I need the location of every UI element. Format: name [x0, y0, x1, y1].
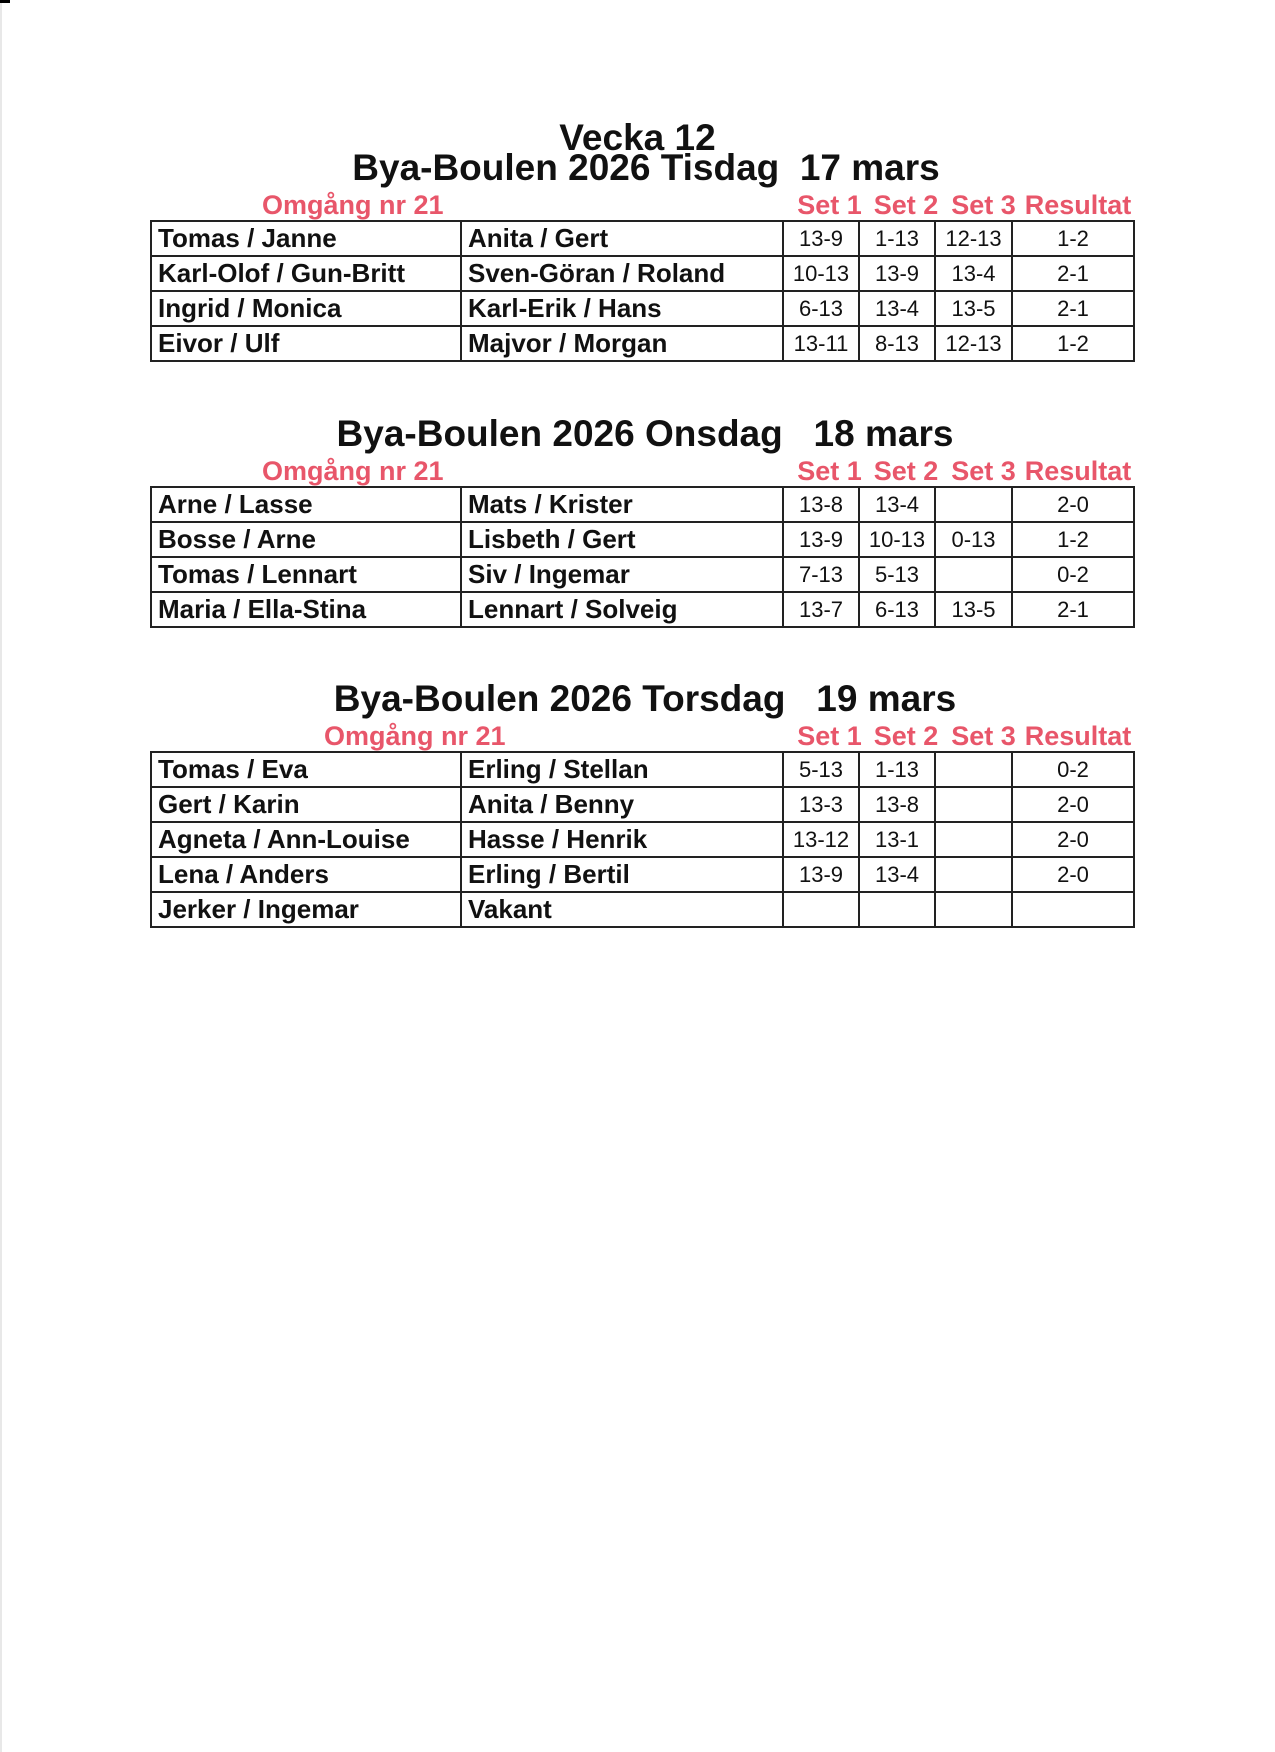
result-score: 2-1 — [1012, 291, 1134, 326]
set2-score: 1-13 — [859, 752, 935, 787]
match-row — [151, 256, 1134, 291]
match-row — [151, 291, 1134, 326]
team2-cell: Hasse / Henrik — [461, 822, 783, 857]
set3-score: 12-13 — [935, 326, 1012, 361]
result-score — [1012, 892, 1134, 927]
team1-cell: Bosse / Arne — [151, 522, 461, 557]
set2-score: 5-13 — [859, 557, 935, 592]
set1-score: 6-13 — [783, 291, 859, 326]
team2-cell: Sven-Göran / Roland — [461, 256, 783, 291]
set1-score: 13-3 — [783, 787, 859, 822]
week-title: Vecka 12 — [559, 117, 716, 158]
set2-score: 13-8 — [859, 787, 935, 822]
set1-score: 13-8 — [783, 487, 859, 522]
set2-score: 13-4 — [859, 291, 935, 326]
column-header: Set 2 — [873, 721, 939, 751]
set2-score: 6-13 — [859, 592, 935, 627]
result-score: 2-0 — [1012, 487, 1134, 522]
team1-cell: Arne / Lasse — [151, 487, 461, 522]
team1-cell: Ingrid / Monica — [151, 291, 461, 326]
match-table — [150, 486, 1135, 628]
set3-score: 13-5 — [935, 592, 1012, 627]
column-header: Set 3 — [951, 456, 1016, 486]
section-title: Bya-Boulen 2026 Torsdag 19 mars — [333, 678, 957, 719]
result-score: 2-1 — [1012, 256, 1134, 291]
team1-cell: Karl-Olof / Gun-Britt — [151, 256, 461, 291]
column-header: Set 1 — [797, 190, 862, 220]
team2-cell: Lisbeth / Gert — [461, 522, 783, 557]
team1-cell: Tomas / Eva — [151, 752, 461, 787]
set2-score: 13-9 — [859, 256, 935, 291]
team2-cell: Vakant — [461, 892, 783, 927]
column-header: Set 3 — [951, 721, 1016, 751]
column-header: Set 2 — [873, 456, 939, 486]
result-score: 1-2 — [1012, 221, 1134, 256]
section-title: Bya-Boulen 2026 Tisdag 17 mars — [352, 147, 940, 188]
round-label: Omgång nr 21 — [262, 456, 444, 486]
result-score: 0-2 — [1012, 752, 1134, 787]
set1-score: 13-9 — [783, 221, 859, 256]
set2-score: 13-4 — [859, 857, 935, 892]
column-header: Resultat — [1024, 190, 1132, 220]
match-row — [151, 221, 1134, 256]
team2-cell: Erling / Bertil — [461, 857, 783, 892]
column-header: Set 3 — [951, 190, 1016, 220]
set2-score: 13-1 — [859, 822, 935, 857]
result-score: 2-0 — [1012, 822, 1134, 857]
team2-cell: Karl-Erik / Hans — [461, 291, 783, 326]
round-label: Omgång nr 21 — [324, 721, 506, 751]
set1-score: 13-7 — [783, 592, 859, 627]
team1-cell: Eivor / Ulf — [151, 326, 461, 361]
match-row — [151, 592, 1134, 627]
team1-cell: Gert / Karin — [151, 787, 461, 822]
set3-score: 13-4 — [935, 256, 1012, 291]
team1-cell: Agneta / Ann-Louise — [151, 822, 461, 857]
set3-score — [935, 857, 1012, 892]
team2-cell: Anita / Gert — [461, 221, 783, 256]
team1-cell: Maria / Ella-Stina — [151, 592, 461, 627]
set3-score — [935, 892, 1012, 927]
match-row — [151, 487, 1134, 522]
match-row — [151, 822, 1134, 857]
team2-cell: Mats / Krister — [461, 487, 783, 522]
result-score: 0-2 — [1012, 557, 1134, 592]
set1-score — [783, 892, 859, 927]
set2-score: 8-13 — [859, 326, 935, 361]
set2-score: 10-13 — [859, 522, 935, 557]
column-header: Set 1 — [797, 721, 862, 751]
team2-cell: Erling / Stellan — [461, 752, 783, 787]
result-score: 2-1 — [1012, 592, 1134, 627]
scan-mark — [0, 0, 10, 3]
result-score: 2-0 — [1012, 787, 1134, 822]
set1-score: 7-13 — [783, 557, 859, 592]
match-row — [151, 787, 1134, 822]
team2-cell: Anita / Benny — [461, 787, 783, 822]
set1-score: 13-12 — [783, 822, 859, 857]
set1-score: 13-9 — [783, 857, 859, 892]
set2-score: 1-13 — [859, 221, 935, 256]
set3-score — [935, 557, 1012, 592]
column-header: Resultat — [1024, 721, 1132, 751]
match-row — [151, 892, 1134, 927]
set2-score — [859, 892, 935, 927]
match-row — [151, 557, 1134, 592]
column-header: Set 2 — [873, 190, 939, 220]
section-subheader — [0, 456, 1275, 486]
section-title: Bya-Boulen 2026 Onsdag 18 mars — [336, 413, 954, 454]
set1-score: 10-13 — [783, 256, 859, 291]
column-header: Set 1 — [797, 456, 862, 486]
team1-cell: Tomas / Lennart — [151, 557, 461, 592]
team1-cell: Tomas / Janne — [151, 221, 461, 256]
match-row — [151, 326, 1134, 361]
match-row — [151, 752, 1134, 787]
set3-score: 13-5 — [935, 291, 1012, 326]
set1-score: 13-11 — [783, 326, 859, 361]
match-row — [151, 522, 1134, 557]
result-score: 1-2 — [1012, 522, 1134, 557]
column-header: Resultat — [1024, 456, 1132, 486]
match-row — [151, 857, 1134, 892]
team2-cell: Siv / Ingemar — [461, 557, 783, 592]
set3-score: 12-13 — [935, 221, 1012, 256]
section-subheader — [0, 190, 1275, 220]
scan-edge — [0, 0, 2, 1752]
result-score: 2-0 — [1012, 857, 1134, 892]
team1-cell: Jerker / Ingemar — [151, 892, 461, 927]
section-subheader — [0, 721, 1275, 751]
match-table — [150, 751, 1135, 928]
result-score: 1-2 — [1012, 326, 1134, 361]
round-label: Omgång nr 21 — [262, 190, 444, 220]
set1-score: 13-9 — [783, 522, 859, 557]
team2-cell: Lennart / Solveig — [461, 592, 783, 627]
set3-score — [935, 752, 1012, 787]
set3-score: 0-13 — [935, 522, 1012, 557]
set3-score — [935, 822, 1012, 857]
match-table — [150, 220, 1135, 362]
set3-score — [935, 787, 1012, 822]
set1-score: 5-13 — [783, 752, 859, 787]
set2-score: 13-4 — [859, 487, 935, 522]
team2-cell: Majvor / Morgan — [461, 326, 783, 361]
set3-score — [935, 487, 1012, 522]
team1-cell: Lena / Anders — [151, 857, 461, 892]
